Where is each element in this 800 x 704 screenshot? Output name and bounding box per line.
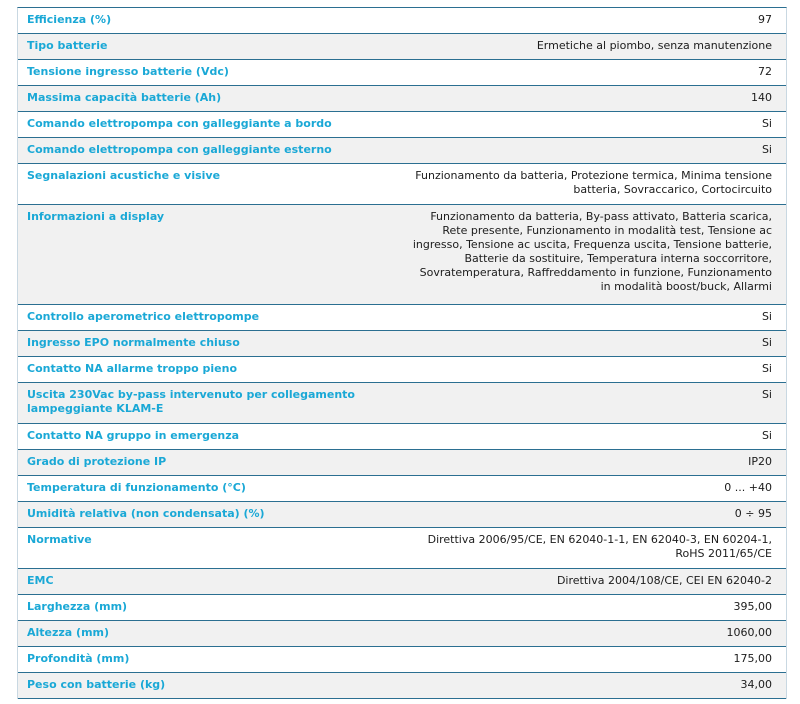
spec-label: Comando elettropompa con galleggiante esterno <box>27 143 332 156</box>
spec-value: 1060,00 <box>726 626 772 639</box>
spec-row-epo-input <box>18 331 786 357</box>
spec-label: Ingresso EPO normalmente chiuso <box>27 336 240 349</box>
spec-row-overflow-alarm <box>18 357 786 383</box>
spec-value: Si <box>761 429 772 442</box>
spec-value: Direttiva 2004/108/CE, CEI EN 62040-2 <box>556 574 772 587</box>
spec-row-pump-float-external <box>18 138 786 164</box>
spec-row-depth <box>18 647 786 673</box>
spec-label: Contatto NA gruppo in emergenza <box>27 429 240 442</box>
spec-value: Si <box>761 117 772 130</box>
spec-label: Contatto NA allarme troppo pieno <box>27 362 238 375</box>
spec-value: Direttiva 2006/95/CE, EN 62040-1-1, EN 62040-3, EN 60204-1, RoHS 2011/65/CE <box>427 533 772 560</box>
spec-row-battery-type <box>18 34 786 60</box>
spec-label: Tipo batterie <box>27 39 108 52</box>
spec-label: Normative <box>27 533 92 546</box>
spec-value: 0 ÷ 95 <box>734 507 772 520</box>
spec-row-emergency-contact <box>18 424 786 450</box>
spec-row-signals <box>18 164 786 205</box>
spec-row-display-info <box>18 205 786 305</box>
spec-value: 34,00 <box>740 678 772 691</box>
spec-row-emc <box>18 569 786 595</box>
spec-label: EMC <box>27 574 54 587</box>
spec-label: Uscita 230Vac by-pass intervenuto per collegamento lampeggiante KLAM-E <box>27 388 355 415</box>
spec-row-relative-humidity <box>18 502 786 528</box>
spec-label: Massima capacità batterie (Ah) <box>27 91 222 104</box>
spec-row-ip-rating <box>18 450 786 476</box>
spec-value: 72 <box>758 65 772 78</box>
spec-row-operating-temperature <box>18 476 786 502</box>
spec-row-pump-float-onboard <box>18 112 786 138</box>
spec-value: Si <box>761 336 772 349</box>
spec-label: Informazioni a display <box>27 210 165 223</box>
spec-value: IP20 <box>748 455 772 468</box>
spec-value: Si <box>761 388 772 401</box>
spec-row-height <box>18 621 786 647</box>
spec-value: 395,00 <box>733 600 772 613</box>
spec-row-weight <box>18 673 786 699</box>
spec-row-battery-voltage <box>18 60 786 86</box>
spec-table <box>17 7 787 699</box>
spec-row-width <box>18 595 786 621</box>
spec-value: 175,00 <box>733 652 772 665</box>
spec-label: Tensione ingresso batterie (Vdc) <box>27 65 229 78</box>
spec-label: Grado di protezione IP <box>27 455 167 468</box>
spec-value: Funzionamento da batteria, Protezione termica, Minima tensione batteria, Sovraccarico, Cortocircuito <box>415 169 772 196</box>
spec-label: Altezza (mm) <box>27 626 110 639</box>
spec-row-battery-capacity <box>18 86 786 112</box>
spec-label: Profondità (mm) <box>27 652 130 665</box>
spec-label: Controllo aperometrico elettropompe <box>27 310 260 323</box>
spec-label: Umidità relativa (non condensata) (%) <box>27 507 265 520</box>
spec-label: Larghezza (mm) <box>27 600 128 613</box>
spec-row-efficiency <box>18 8 786 34</box>
spec-row-standards <box>18 528 786 569</box>
spec-row-bypass-output <box>18 383 786 424</box>
spec-row-amperometric-control <box>18 305 786 331</box>
spec-value: 97 <box>758 13 772 26</box>
spec-value: Si <box>761 310 772 323</box>
spec-label: Temperatura di funzionamento (°C) <box>27 481 246 494</box>
spec-label: Segnalazioni acustiche e visive <box>27 169 221 182</box>
spec-label: Comando elettropompa con galleggiante a bordo <box>27 117 332 130</box>
spec-value: Si <box>761 143 772 156</box>
spec-value: 140 <box>751 91 772 104</box>
spec-label: Efficienza (%) <box>27 13 112 26</box>
spec-value: 0 ... +40 <box>724 481 772 494</box>
spec-value: Funzionamento da batteria, By-pass attivato, Batteria scarica, Rete presente, Funzionamento in modalità test, Tensione ac ingresso, Tensione ac uscita, Frequenza uscita, Tensione batterie, Batterie da sostituire, Temperatura interna soccorritore, Sovratemperatura, Raffreddamento in funzione, Funzionamento in modalità boost/buck, Allarmi <box>412 210 772 293</box>
spec-value: Si <box>761 362 772 375</box>
spec-label: Peso con batterie (kg) <box>27 678 166 691</box>
spec-value: Ermetiche al piombo, senza manutenzione <box>536 39 772 52</box>
